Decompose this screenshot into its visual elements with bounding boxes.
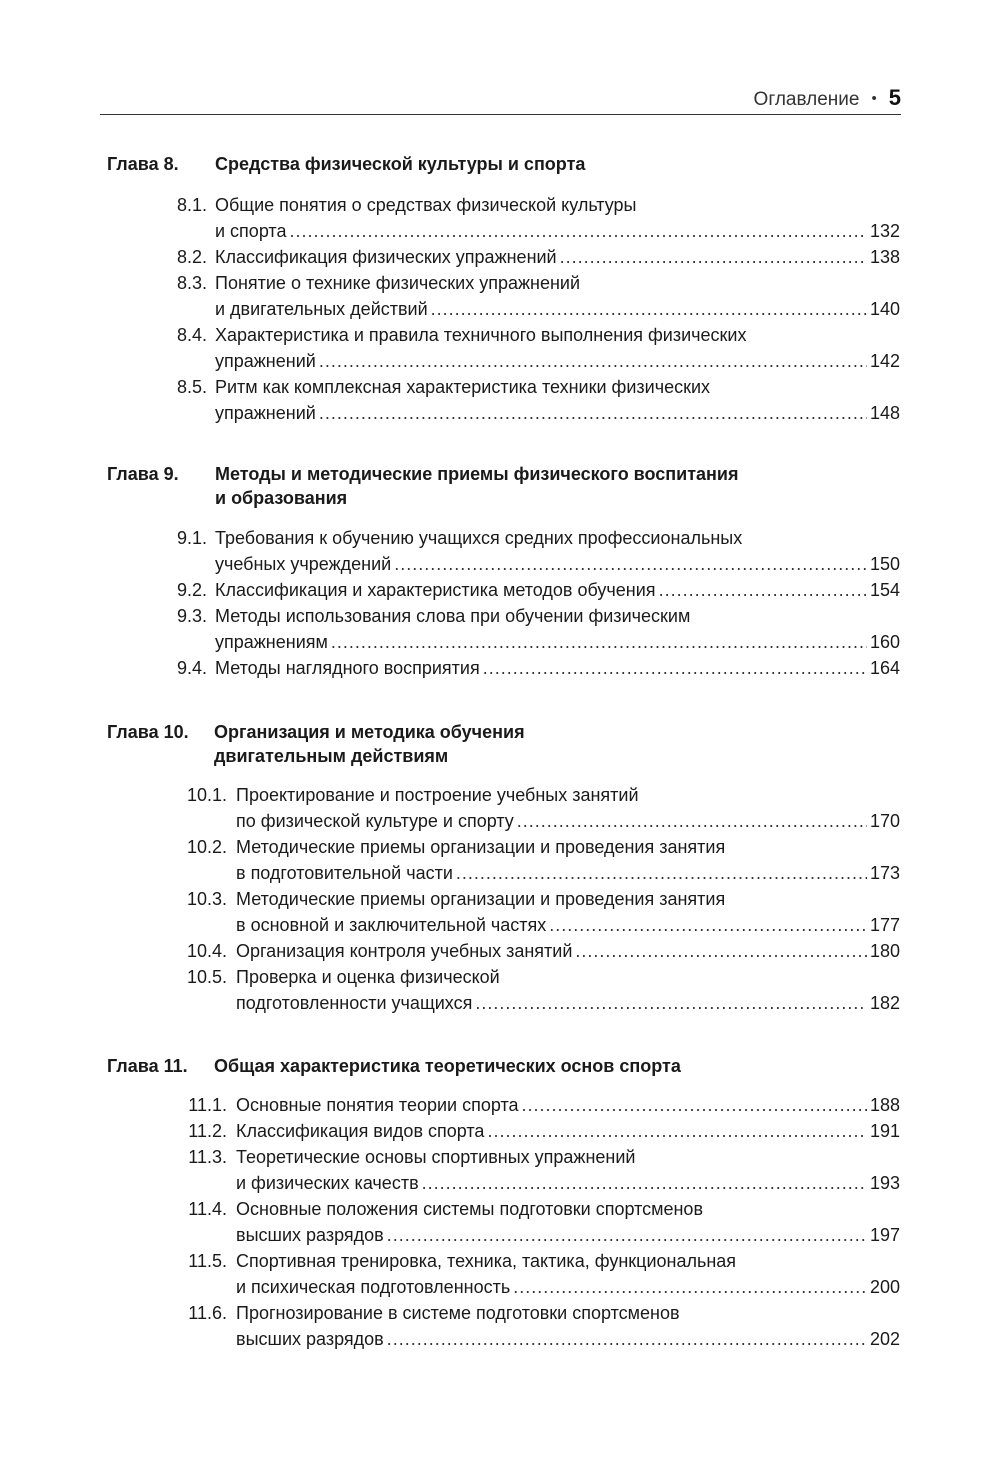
- entry-number: 10.2.: [186, 837, 227, 857]
- entry-number: 8.3.: [176, 273, 207, 293]
- chapter-title: [215, 462, 905, 510]
- entry-number: 9.1.: [176, 528, 207, 548]
- entry-page: 148: [869, 403, 900, 423]
- entry-number: 11.3.: [188, 1147, 227, 1167]
- dot-leader: [487, 1118, 867, 1144]
- chapter-label: Глава 11.: [107, 1056, 188, 1076]
- entry-title: Методы наглядного восприятия: [215, 658, 480, 678]
- entry-page: 177: [869, 915, 900, 935]
- entry-number: 11.4.: [188, 1199, 227, 1219]
- entry-page: 197: [869, 1225, 900, 1245]
- entry-title: по физической культуре и спорту: [236, 811, 514, 831]
- bullet-separator: •: [871, 90, 877, 107]
- entry-title: упражнений: [215, 351, 316, 371]
- entry-number: 10.3.: [186, 889, 227, 909]
- entry-title: и психическая подготовленность: [236, 1277, 511, 1297]
- chapter-label: Глава 10.: [107, 722, 189, 742]
- entry-title: и спорта: [215, 221, 287, 241]
- chapter-title: [214, 1054, 904, 1078]
- entry-number: 8.1.: [176, 195, 207, 215]
- entry-page: 200: [869, 1277, 900, 1297]
- chapter-title: [215, 152, 905, 176]
- dot-leader: [483, 655, 867, 681]
- entry-page: 140: [869, 299, 900, 319]
- entry-number: 10.5.: [186, 967, 227, 987]
- entry-title: высших разрядов: [236, 1329, 384, 1349]
- dot-leader: [522, 1092, 867, 1118]
- chapter-title-line: и образования: [215, 488, 348, 508]
- entry-title-line: Методические приемы организации и проведения занятия: [236, 837, 726, 857]
- entry-number: 11.6.: [188, 1303, 227, 1323]
- chapter-title-line: Методы и методические приемы физического воспитания: [215, 464, 739, 484]
- entry-page: 182: [869, 993, 900, 1013]
- dot-leader: [319, 348, 867, 374]
- entry-title-line: Методы использования слова при обучении физическим: [215, 606, 691, 626]
- entry-page: 132: [869, 221, 900, 241]
- entry-title: Классификация физических упражнений: [215, 247, 557, 267]
- dot-leader: [549, 912, 867, 938]
- entry-number: 8.5.: [176, 377, 207, 397]
- entry-number: 11.5.: [188, 1251, 227, 1271]
- entry-page: 164: [869, 658, 900, 678]
- entry-title-line: Прогнозирование в системе подготовки спортсменов: [236, 1303, 680, 1323]
- entry-title: подготовленности учащихся: [236, 993, 473, 1013]
- chapter-title-line: Организация и методика обучения: [214, 722, 525, 742]
- entry-number: 11.2.: [188, 1121, 227, 1141]
- entry-title-line: Проверка и оценка физической: [236, 967, 500, 987]
- entry-number: 9.4.: [176, 658, 207, 678]
- dot-leader: [517, 808, 867, 834]
- dot-leader: [659, 577, 867, 603]
- entry-title-line: Ритм как комплексная характеристика техники физических: [215, 377, 711, 397]
- entry-title-line: Спортивная тренировка, техника, тактика, функциональная: [236, 1251, 737, 1271]
- dot-leader: [289, 218, 866, 244]
- entry-title: Классификация и характеристика методов обучения: [215, 580, 656, 600]
- entry-title-line: Методические приемы организации и проведения занятия: [236, 889, 726, 909]
- entry-page: 154: [869, 580, 900, 600]
- entry-title: упражнений: [215, 403, 316, 423]
- dot-leader: [331, 629, 867, 655]
- chapter-title-line: Средства физической культуры и спорта: [215, 154, 586, 174]
- running-head-title: Оглавление: [753, 89, 860, 110]
- entry-title: упражнениям: [215, 632, 328, 652]
- entry-page: 202: [869, 1329, 900, 1349]
- dot-leader: [319, 400, 867, 426]
- dot-leader: [456, 860, 867, 886]
- entry-page: 173: [869, 863, 900, 883]
- entry-title-line: Общие понятия о средствах физической культуры: [215, 195, 637, 215]
- chapter-title-line: двигательным действиям: [214, 746, 449, 766]
- entry-title: Организация контроля учебных занятий: [236, 941, 573, 961]
- dot-leader: [475, 990, 867, 1016]
- entry-page: 150: [869, 554, 900, 574]
- entry-page: 193: [869, 1173, 900, 1193]
- running-head: [100, 86, 901, 115]
- entry-page: 142: [869, 351, 900, 371]
- entry-number: 11.1.: [188, 1095, 227, 1115]
- dot-leader: [431, 296, 867, 322]
- page-number: 5: [888, 85, 901, 110]
- entry-number: 10.4.: [186, 941, 227, 961]
- running-head-text: [754, 86, 901, 113]
- dot-leader: [560, 244, 867, 270]
- dot-leader: [387, 1222, 867, 1248]
- entry-number: 9.2.: [176, 580, 207, 600]
- entry-title: в подготовительной части: [236, 863, 453, 883]
- dot-leader: [387, 1326, 867, 1352]
- entry-title: в основной и заключительной частях: [236, 915, 547, 935]
- chapter-title: [214, 720, 904, 768]
- entry-title: Классификация видов спорта: [236, 1121, 485, 1141]
- entry-title: Основные понятия теории спорта: [236, 1095, 519, 1115]
- chapter-title-line: Общая характеристика теоретических основ спорта: [214, 1056, 681, 1076]
- entry-title-line: Проектирование и построение учебных занятий: [236, 785, 639, 805]
- entry-title-line: Основные положения системы подготовки спортсменов: [236, 1199, 704, 1219]
- entry-number: 10.1.: [186, 785, 227, 805]
- dot-leader: [394, 551, 867, 577]
- entry-title-line: Понятие о технике физических упражнений: [215, 273, 581, 293]
- entry-title: учебных учреждений: [215, 554, 392, 574]
- entry-number: 8.4.: [176, 325, 207, 345]
- entry-page: 191: [869, 1121, 900, 1141]
- entry-page: 188: [869, 1095, 900, 1115]
- entry-number: 9.3.: [176, 606, 207, 626]
- dot-leader: [422, 1170, 867, 1196]
- entry-page: 138: [869, 247, 900, 267]
- entry-number: 8.2.: [176, 247, 207, 267]
- entry-page: 170: [869, 811, 900, 831]
- entry-title-line: Теоретические основы спортивных упражнений: [236, 1147, 636, 1167]
- entry-title-line: Характеристика и правила техничного выполнения физических: [215, 325, 747, 345]
- entry-title-line: Требования к обучению учащихся средних профессиональных: [215, 528, 743, 548]
- entry-page: 160: [869, 632, 900, 652]
- chapter-label: Глава 9.: [107, 464, 179, 484]
- entry-page: 180: [869, 941, 900, 961]
- entry-title: и физических качеств: [236, 1173, 419, 1193]
- dot-leader: [513, 1274, 867, 1300]
- entry-title: и двигательных действий: [215, 299, 428, 319]
- entry-title: высших разрядов: [236, 1225, 384, 1245]
- chapter-label: Глава 8.: [107, 154, 179, 174]
- dot-leader: [575, 938, 867, 964]
